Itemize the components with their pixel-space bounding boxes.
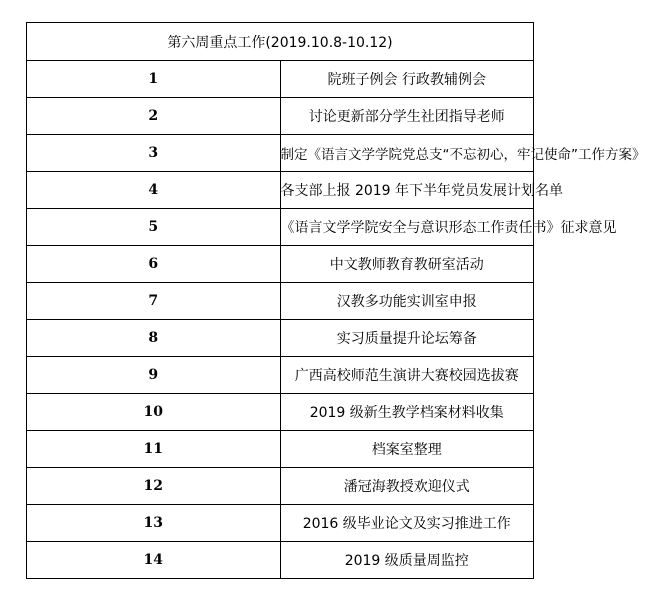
row-task: 各支部上报 2019 年下半年党员发展计划名单: [280, 172, 534, 209]
row-task: 2019 级质量周监控: [280, 542, 534, 579]
table-row: [27, 394, 534, 431]
table-row: [27, 283, 534, 320]
row-task: 实习质量提升论坛筹备: [280, 320, 534, 357]
row-task: 汉教多功能实训室申报: [280, 283, 534, 320]
row-number: 4: [27, 172, 281, 209]
row-number: 12: [27, 468, 281, 505]
row-number: 1: [27, 61, 281, 98]
table-row: [27, 542, 534, 579]
row-number: 5: [27, 209, 281, 246]
table-row: [27, 135, 534, 172]
table-row: [27, 431, 534, 468]
row-number: 11: [27, 431, 281, 468]
row-task: 档案室整理: [280, 431, 534, 468]
row-number: 10: [27, 394, 281, 431]
row-task: 《语言文学学院安全与意识形态工作责任书》征求意见: [280, 209, 534, 246]
row-task: 院班子例会 行政教辅例会: [280, 61, 534, 98]
table-row: [27, 246, 534, 283]
row-task: 制定《语言文学学院党总支“不忘初心，牢记使命”工作方案》: [280, 135, 534, 172]
table-row: [27, 209, 534, 246]
row-number: 3: [27, 135, 281, 172]
row-number: 8: [27, 320, 281, 357]
row-task: 中文教师教育教研室活动: [280, 246, 534, 283]
table-title: 第六周重点工作(2019.10.8-10.12): [27, 23, 534, 61]
row-task: 2016 级毕业论文及实习推进工作: [280, 505, 534, 542]
table-row: [27, 357, 534, 394]
row-task: 2019 级新生教学档案材料收集: [280, 394, 534, 431]
table-row: [27, 61, 534, 98]
row-task: 讨论更新部分学生社团指导老师: [280, 98, 534, 135]
table-title-row: [27, 23, 534, 61]
row-task: 潘冠海教授欢迎仪式: [280, 468, 534, 505]
row-number: 2: [27, 98, 281, 135]
weekly-work-table: [26, 22, 646, 579]
row-number: 9: [27, 357, 281, 394]
row-number: 7: [27, 283, 281, 320]
row-number: 6: [27, 246, 281, 283]
row-task: 广西高校师范生演讲大赛校园选拔赛: [280, 357, 534, 394]
table-row: [27, 98, 534, 135]
table-row: [27, 468, 534, 505]
table-row: [27, 172, 534, 209]
row-number: 14: [27, 542, 281, 579]
table-row: [27, 505, 534, 542]
table-row: [27, 320, 534, 357]
row-number: 13: [27, 505, 281, 542]
